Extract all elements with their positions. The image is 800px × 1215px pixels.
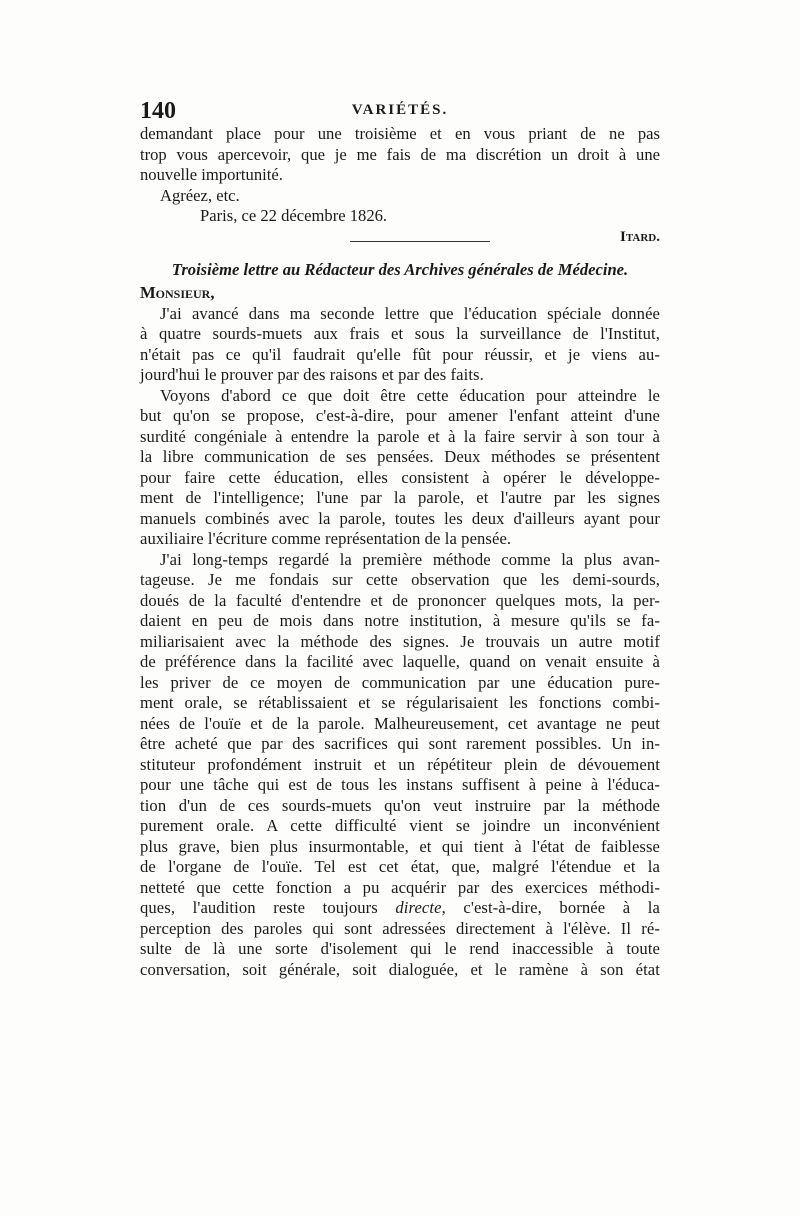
body-line: conversation, soit générale, soit dialoguée, et le ramène à son état <box>140 959 660 979</box>
body-line: netteté que cette fonction a pu acquérir par des exercices méthodi- <box>140 877 660 897</box>
body-line: ques, l'audition reste toujours directe, c'est-à-dire, bornée à la <box>140 898 660 917</box>
page-header <box>140 98 660 124</box>
body-line: plus grave, bien plus insurmontable, et qui tient à l'état de faiblesse <box>140 836 660 856</box>
valediction: Agréez, etc. <box>160 185 240 205</box>
body-line: sulte de là une sorte d'isolement qui le rend inaccessible à toute <box>140 939 660 958</box>
body-line: ment de l'intelligence; l'une par la parole, et l'autre par les signes <box>140 488 660 507</box>
body-line: J'ai avancé dans ma seconde lettre que l'éducation spéciale donnée <box>160 303 660 323</box>
body-line: doués de la faculté d'entendre et de prononcer quelques mots, la per- <box>140 590 660 610</box>
signature: Itard. <box>620 228 660 245</box>
body-line: daient en peu de mois dans notre institution, à mesure qu'ils se fa- <box>140 611 660 630</box>
body-line: de préférence dans la facilité avec laquelle, quand on venait ensuite à <box>140 652 660 671</box>
body-line: but qu'on se propose, c'est-à-dire, pour amener l'enfant atteint d'une <box>140 406 660 425</box>
body-line: purement orale. A cette difficulté vient se joindre un inconvénient <box>140 816 660 835</box>
closing-line: trop vous apercevoir, que je me fais de ma discrétion un droit à une <box>140 144 660 164</box>
body-line: J'ai long-temps regardé la première méthode comme la plus avan- <box>160 549 660 569</box>
body-line: manuels combinés avec la parole, toutes les deux d'ailleurs ayant pour <box>140 508 660 528</box>
body-line: nées de l'ouïe et de la parole. Malheureusement, cet avantage ne peut <box>140 713 660 733</box>
page-number: 140 <box>140 98 176 124</box>
dateline: Paris, ce 22 décembre 1826. <box>200 206 388 225</box>
closing-line: demandant place pour une troisième et en vous priant de ne pas <box>140 124 660 143</box>
body-line: être acheté que par des sacrifices qui sont rarement possibles. Un in- <box>140 734 660 753</box>
letter-title: Troisième lettre au Rédacteur des Archives générales de Médecine. <box>171 260 629 279</box>
body-line: pour faire cette éducation, elles consistent à opérer le développe- <box>140 467 660 487</box>
salutation: Monsieur, <box>140 283 215 302</box>
body-line: de l'organe de l'ouïe. Tel est cet état, que, malgré l'étendue et la <box>140 857 660 876</box>
running-head: VARIÉTÉS. <box>351 102 449 118</box>
section-rule-row <box>140 247 660 253</box>
body-line: perception des paroles qui sont adressées directement à l'élève. Il ré- <box>140 918 660 938</box>
body-line: la libre communication de ses pensées. Deux méthodes se présentent <box>140 447 660 466</box>
body-line: tageuse. Je me fondais sur cette observation que les demi-sourds, <box>140 570 660 589</box>
emphasis-word: directe <box>395 898 442 917</box>
body-line: les priver de ce moyen de communication par une éducation pure- <box>140 672 660 692</box>
body-line: miliarisaient avec la méthode des signes. Je trouvais un autre motif <box>140 631 660 651</box>
body-line: Voyons d'abord ce que doit être cette éducation pour atteindre le <box>160 385 660 405</box>
body-line: surdité congéniale à entendre la parole et à la faire servir à son tour à <box>140 426 660 446</box>
closing-line: nouvelle importunité. <box>140 165 283 184</box>
body-line: auxiliaire l'écriture comme représentation de la pensée. <box>140 529 512 548</box>
body-line: jourd'hui le prouver par des raisons et par des faits. <box>140 365 484 384</box>
page-body <box>140 124 660 980</box>
section-divider <box>350 241 490 242</box>
body-line: n'était pas ce qu'il faudrait qu'elle fût pour réussir, et je viens au- <box>140 344 660 364</box>
body-line: ment orale, se rétablissaient et se régularisaient les fonctions combi- <box>140 693 660 712</box>
body-line: stituteur profondément instruit et un répétiteur plein de dévouement <box>140 754 660 774</box>
body-line: pour une tâche qui est de tous les instans suffisent à peine à l'éduca- <box>140 775 660 794</box>
body-line: à quatre sourds-muets aux frais et sous la surveillance de l'Institut, <box>140 324 660 343</box>
body-line: tion d'un de ces sourds-muets qu'on veut instruire par la méthode <box>140 795 660 815</box>
